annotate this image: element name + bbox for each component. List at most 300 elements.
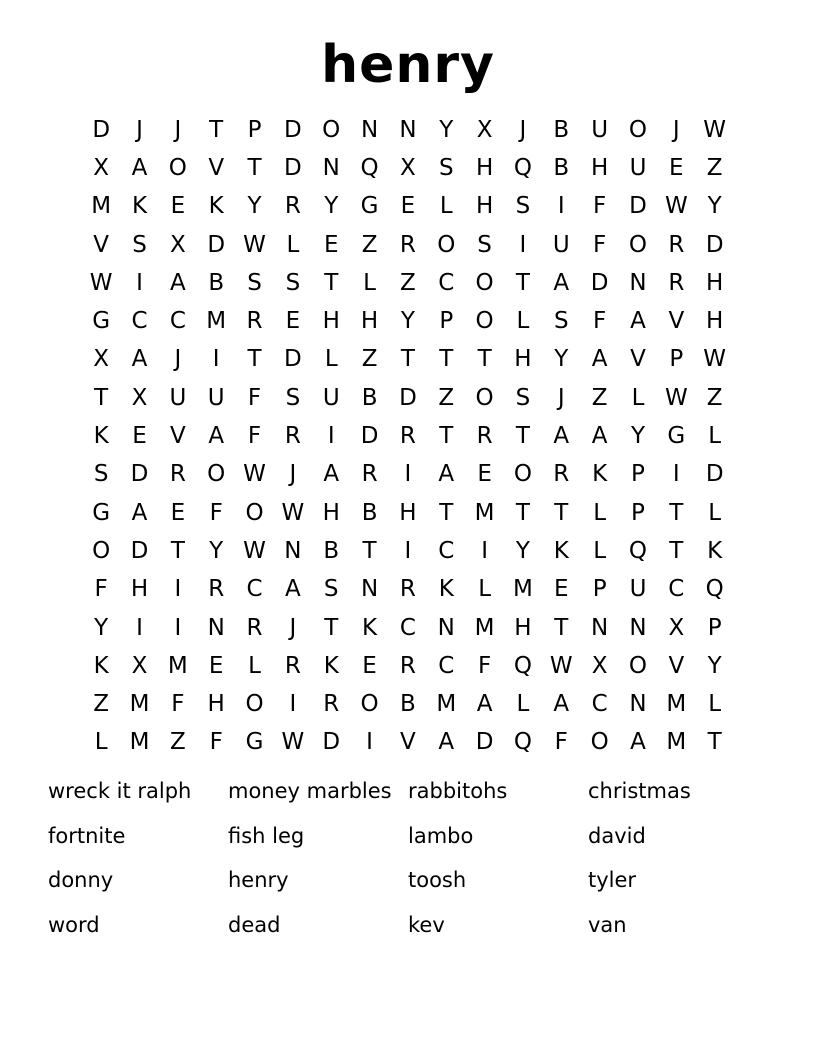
grid-letter: S — [515, 193, 531, 220]
word-list-item: donny — [48, 868, 114, 892]
grid-letter: H — [399, 499, 417, 526]
word-list — [48, 775, 768, 953]
grid-letter: P — [631, 461, 645, 488]
grid-letter: T — [439, 423, 454, 450]
grid-letter: I — [174, 614, 182, 641]
word-list-item: kev — [408, 912, 445, 937]
grid-letter: X — [169, 231, 186, 258]
grid-letter: N — [629, 691, 647, 718]
grid-letter: H — [706, 269, 724, 296]
grid-letter: T — [554, 614, 569, 641]
grid-letter: S — [285, 269, 301, 296]
grid-letter: G — [245, 729, 264, 756]
grid-letter: L — [363, 269, 376, 296]
word-list-item: word — [48, 912, 100, 937]
grid-letter: L — [516, 308, 530, 335]
grid-letter: N — [629, 614, 647, 641]
grid-letter: I — [519, 231, 527, 258]
grid-letter: O — [168, 154, 187, 181]
grid-letter: D — [284, 346, 302, 373]
grid-letter: I — [481, 537, 488, 564]
grid-letter: Y — [707, 652, 722, 679]
grid-letter: T — [170, 537, 185, 564]
grid-letter: T — [669, 537, 684, 564]
grid-letter: S — [438, 154, 454, 181]
grid-letter: Q — [513, 729, 532, 756]
grid-letter: R — [668, 231, 685, 258]
grid-letter: F — [94, 576, 108, 603]
grid-letter: H — [706, 308, 724, 335]
grid-letter: F — [593, 231, 607, 258]
grid-letter: V — [400, 729, 416, 756]
grid-letter: Y — [630, 423, 646, 450]
grid-letter: I — [136, 269, 143, 296]
grid-letter: A — [169, 269, 186, 296]
grid-letter: W — [243, 231, 266, 258]
grid-letter: A — [438, 461, 455, 488]
grid-letter: O — [475, 269, 494, 296]
grid-letter: Y — [209, 537, 224, 564]
grid-letter: L — [94, 729, 108, 756]
grid-letter: Y — [554, 346, 569, 373]
grid-letter: R — [323, 691, 340, 718]
grid-letter: U — [552, 231, 570, 258]
grid-letter: D — [322, 729, 341, 756]
grid-letter: T — [400, 346, 415, 373]
grid-letter: O — [245, 499, 264, 526]
grid-letter: B — [323, 537, 340, 564]
word-list-item: lambo — [408, 823, 474, 848]
grid-letter: R — [399, 576, 416, 603]
grid-letter: A — [630, 729, 646, 756]
grid-letter: T — [439, 346, 454, 373]
grid-letter: X — [93, 154, 110, 181]
word-list-item: tyler — [588, 868, 637, 892]
grid-letter: N — [360, 576, 379, 603]
grid-letter: K — [131, 193, 148, 220]
grid-letter: T — [209, 116, 224, 143]
grid-letter: X — [476, 116, 493, 143]
grid-letter: N — [284, 537, 302, 564]
grid-letter: G — [360, 193, 379, 220]
grid-letter: T — [247, 346, 262, 373]
grid-letter: Y — [247, 193, 262, 220]
grid-letter: E — [554, 576, 569, 603]
grid-letter: B — [400, 691, 416, 718]
grid-letter: B — [553, 154, 570, 181]
grid-letter: W — [703, 346, 727, 373]
grid-letter: V — [668, 308, 685, 335]
grid-letter: X — [93, 346, 110, 373]
grid-letter: K — [93, 652, 109, 679]
grid-letter: M — [666, 729, 687, 756]
grid-letter: A — [476, 691, 493, 718]
grid-letter: H — [475, 154, 494, 181]
grid-letter: D — [130, 537, 149, 564]
grid-letter: D — [475, 729, 494, 756]
grid-letter: T — [707, 729, 722, 756]
grid-letter: L — [324, 346, 338, 373]
grid-letter: C — [591, 691, 608, 718]
grid-letter: I — [136, 614, 143, 641]
grid-letter: R — [246, 308, 263, 335]
grid-letter: A — [438, 729, 455, 756]
grid-letter: E — [669, 154, 684, 181]
grid-letter: O — [628, 116, 648, 143]
grid-letter: O — [513, 461, 532, 488]
grid-letter: Z — [706, 384, 723, 411]
grid-letter: S — [247, 269, 262, 296]
grid-letter: Y — [515, 537, 530, 564]
grid-letter: D — [360, 423, 379, 450]
grid-letter: Z — [400, 269, 416, 296]
grid-letter: V — [93, 231, 110, 258]
grid-letter: J — [289, 614, 297, 641]
grid-letter: M — [206, 308, 227, 335]
grid-letter: C — [169, 308, 186, 335]
grid-letter: D — [207, 231, 226, 258]
grid-letter: F — [477, 652, 492, 679]
grid-letter: B — [553, 116, 570, 143]
grid-letter: V — [208, 154, 225, 181]
grid-letter: W — [664, 193, 688, 220]
grid-letter: T — [247, 154, 262, 181]
grid-letter: R — [399, 231, 416, 258]
grid-letter: Q — [513, 652, 532, 679]
grid-letter: D — [284, 154, 302, 181]
grid-letter: K — [553, 537, 569, 564]
grid-letter: M — [167, 652, 188, 679]
grid-letter: A — [591, 346, 608, 373]
grid-letter: W — [703, 116, 727, 143]
grid-letter: F — [593, 308, 607, 335]
grid-letter: W — [281, 499, 305, 526]
grid-letter: I — [672, 461, 680, 488]
grid-letter: O — [475, 384, 494, 411]
grid-letter: N — [360, 116, 379, 143]
grid-letter: Z — [361, 346, 378, 373]
grid-letter: T — [477, 346, 492, 373]
grid-letter: D — [629, 193, 647, 220]
grid-letter: M — [513, 576, 533, 603]
grid-letter: S — [132, 231, 147, 258]
grid-letter: Z — [169, 729, 186, 756]
grid-letter: C — [131, 308, 148, 335]
grid-letter: R — [399, 652, 416, 679]
grid-letter: F — [171, 691, 185, 718]
grid-letter: Z — [591, 384, 608, 411]
grid-letter: H — [514, 346, 532, 373]
grid-letter: L — [286, 231, 300, 258]
grid-letter: V — [630, 346, 646, 373]
grid-letter: E — [285, 308, 301, 335]
grid-letter: S — [477, 231, 492, 258]
grid-letter: T — [669, 499, 684, 526]
word-list-item: money marbles — [228, 779, 392, 803]
grid-letter: U — [629, 154, 647, 181]
grid-letter: R — [553, 461, 570, 488]
grid-letter: E — [362, 652, 377, 679]
grid-letter: L — [439, 193, 453, 220]
grid-letter: A — [553, 691, 570, 718]
grid-letter: N — [399, 116, 417, 143]
grid-letter: O — [628, 231, 648, 258]
grid-letter: A — [591, 423, 608, 450]
grid-letter: R — [169, 461, 186, 488]
grid-letter: L — [708, 423, 722, 450]
grid-letter: Q — [628, 537, 648, 564]
grid-letter: I — [404, 537, 412, 564]
grid-letter: T — [324, 269, 339, 296]
grid-letter: A — [553, 423, 570, 450]
grid-letter: D — [705, 231, 724, 258]
grid-letter: R — [361, 461, 378, 488]
grid-letter: M — [91, 193, 112, 220]
grid-letter: U — [207, 384, 225, 411]
grid-letter: W — [89, 269, 113, 296]
word-list-item: christmas — [588, 779, 691, 803]
grid-letter: K — [208, 193, 224, 220]
grid-letter: M — [129, 691, 150, 718]
grid-letter: O — [628, 652, 648, 679]
letter-grid — [82, 111, 734, 762]
grid-letter: M — [666, 691, 687, 718]
grid-letter: S — [285, 384, 301, 411]
grid-letter: Y — [400, 308, 415, 335]
grid-letter: Q — [705, 576, 724, 603]
grid-letter: O — [245, 691, 264, 718]
grid-letter: W — [664, 384, 688, 411]
grid-letter: I — [327, 423, 335, 450]
grid-letter: O — [360, 691, 379, 718]
grid-letter: S — [93, 461, 109, 488]
grid-letter: A — [131, 346, 148, 373]
grid-letter: O — [207, 461, 226, 488]
grid-letter: W — [549, 652, 573, 679]
grid-letter: Y — [439, 116, 454, 143]
grid-letter: H — [514, 614, 532, 641]
grid-letter: D — [705, 461, 724, 488]
grid-letter: N — [591, 614, 609, 641]
grid-letter: U — [629, 576, 647, 603]
grid-letter: N — [207, 614, 225, 641]
grid-letter: V — [169, 423, 186, 450]
grid-letter: W — [243, 461, 266, 488]
grid-letter: Z — [93, 691, 110, 718]
grid-letter: O — [92, 537, 111, 564]
grid-letter: G — [667, 423, 686, 450]
grid-letter: G — [92, 308, 111, 335]
grid-letter: K — [93, 423, 109, 450]
word-list-item: dead — [228, 912, 281, 937]
grid-letter: I — [212, 346, 220, 373]
grid-letter: P — [439, 308, 454, 335]
grid-letter: J — [174, 116, 182, 143]
grid-letter: L — [631, 384, 645, 411]
grid-letter: T — [515, 423, 530, 450]
grid-letter: T — [515, 269, 530, 296]
grid-letter: P — [592, 576, 607, 603]
grid-letter: T — [94, 384, 109, 411]
grid-letter: J — [289, 461, 297, 488]
grid-letter: Y — [94, 614, 109, 641]
grid-letter: J — [557, 384, 565, 411]
grid-letter: T — [554, 499, 569, 526]
grid-letter: U — [322, 384, 340, 411]
grid-letter: K — [438, 576, 454, 603]
grid-letter: T — [439, 499, 454, 526]
grid-letter: T — [515, 499, 530, 526]
grid-letter: P — [707, 614, 722, 641]
grid-letter: F — [209, 499, 223, 526]
grid-letter: X — [668, 614, 685, 641]
grid-letter: T — [362, 537, 377, 564]
grid-letter: L — [516, 691, 530, 718]
word-list-item: fortnite — [48, 823, 126, 848]
grid-letter: A — [553, 269, 570, 296]
grid-letter: A — [131, 499, 148, 526]
grid-letter: H — [590, 154, 609, 181]
grid-letter: H — [360, 308, 379, 335]
grid-letter: J — [174, 346, 182, 373]
grid-letter: F — [247, 384, 262, 411]
grid-letter: U — [591, 116, 609, 143]
grid-letter: S — [323, 576, 339, 603]
grid-letter: O — [475, 308, 494, 335]
grid-letter: P — [247, 116, 262, 143]
grid-letter: B — [208, 269, 225, 296]
grid-letter: X — [131, 384, 148, 411]
grid-letter: A — [323, 461, 340, 488]
grid-letter: U — [169, 384, 187, 411]
grid-letter: F — [209, 729, 223, 756]
grid-letter: A — [285, 576, 301, 603]
grid-letter: Y — [707, 193, 722, 220]
grid-letter: I — [366, 729, 373, 756]
grid-letter: E — [170, 193, 186, 220]
grid-letter: J — [136, 116, 143, 143]
grid-letter: V — [668, 652, 685, 679]
grid-letter: E — [208, 652, 224, 679]
grid-letter: L — [708, 499, 722, 526]
grid-letter: E — [323, 231, 339, 258]
grid-letter: R — [208, 576, 225, 603]
grid-letter: C — [668, 576, 685, 603]
word-list-item: fish leg — [228, 823, 305, 848]
grid-letter: W — [281, 729, 305, 756]
grid-letter: A — [131, 154, 148, 181]
grid-letter: A — [630, 308, 646, 335]
grid-letter: R — [476, 423, 493, 450]
grid-letter: M — [474, 614, 495, 641]
grid-letter: H — [322, 499, 340, 526]
grid-letter: Q — [360, 154, 379, 181]
grid-letter: C — [246, 576, 263, 603]
grid-letter: J — [519, 116, 527, 143]
grid-letter: F — [554, 729, 568, 756]
grid-letter: D — [590, 269, 609, 296]
grid-letter: K — [707, 537, 723, 564]
grid-letter: X — [400, 154, 416, 181]
grid-letter: E — [477, 461, 492, 488]
grid-letter: I — [174, 576, 182, 603]
word-list-item: henry — [228, 868, 289, 892]
grid-letter: C — [438, 537, 455, 564]
grid-letter: W — [243, 537, 266, 564]
grid-letter: B — [361, 384, 378, 411]
grid-letter: I — [557, 193, 565, 220]
grid-letter: F — [247, 423, 262, 450]
grid-letter: C — [438, 269, 455, 296]
grid-letter: K — [362, 614, 378, 641]
grid-letter: X — [591, 652, 608, 679]
grid-letter: N — [437, 614, 455, 641]
page-title: henry — [321, 35, 495, 95]
grid-letter: Z — [438, 384, 455, 411]
grid-letter: P — [669, 346, 684, 373]
grid-letter: Q — [513, 154, 532, 181]
word-list-item: van — [588, 912, 627, 937]
grid-letter: K — [323, 652, 339, 679]
grid-letter: X — [131, 652, 148, 679]
grid-letter: H — [130, 576, 149, 603]
grid-letter: F — [593, 193, 607, 220]
grid-letter: D — [284, 116, 302, 143]
grid-letter: L — [593, 499, 607, 526]
grid-letter: Z — [361, 231, 378, 258]
grid-letter: P — [631, 499, 645, 526]
grid-letter: N — [629, 269, 647, 296]
grid-letter: D — [399, 384, 417, 411]
grid-letter: N — [322, 154, 340, 181]
grid-letter: S — [515, 384, 531, 411]
grid-letter: H — [207, 691, 225, 718]
grid-letter: Y — [324, 193, 339, 220]
grid-letter: R — [399, 423, 416, 450]
grid-letter: Z — [706, 154, 723, 181]
word-list-item: david — [588, 823, 646, 848]
word-list-item: rabbitohs — [408, 779, 508, 803]
grid-letter: L — [478, 576, 492, 603]
grid-letter: C — [438, 652, 455, 679]
grid-letter: R — [668, 269, 685, 296]
grid-letter: E — [132, 423, 147, 450]
grid-letter: R — [284, 423, 301, 450]
grid-letter: G — [92, 499, 111, 526]
grid-letter: C — [399, 614, 416, 641]
grid-letter: O — [437, 231, 456, 258]
grid-letter: M — [436, 691, 457, 718]
grid-letter: D — [92, 116, 111, 143]
grid-letter: L — [593, 537, 607, 564]
grid-letter: R — [284, 652, 301, 679]
grid-letter: T — [324, 614, 339, 641]
grid-letter: O — [322, 116, 341, 143]
grid-letter: H — [322, 308, 340, 335]
grid-letter: E — [400, 193, 416, 220]
grid-letter: R — [246, 614, 263, 641]
grid-letter: L — [708, 691, 722, 718]
grid-letter: M — [474, 499, 495, 526]
grid-letter: I — [404, 461, 412, 488]
grid-letter: H — [475, 193, 494, 220]
grid-letter: J — [672, 116, 680, 143]
word-list-item: wreck it ralph — [48, 779, 192, 803]
grid-letter: D — [130, 461, 149, 488]
grid-letter: A — [208, 423, 225, 450]
grid-letter: M — [129, 729, 150, 756]
grid-letter: L — [248, 652, 261, 679]
